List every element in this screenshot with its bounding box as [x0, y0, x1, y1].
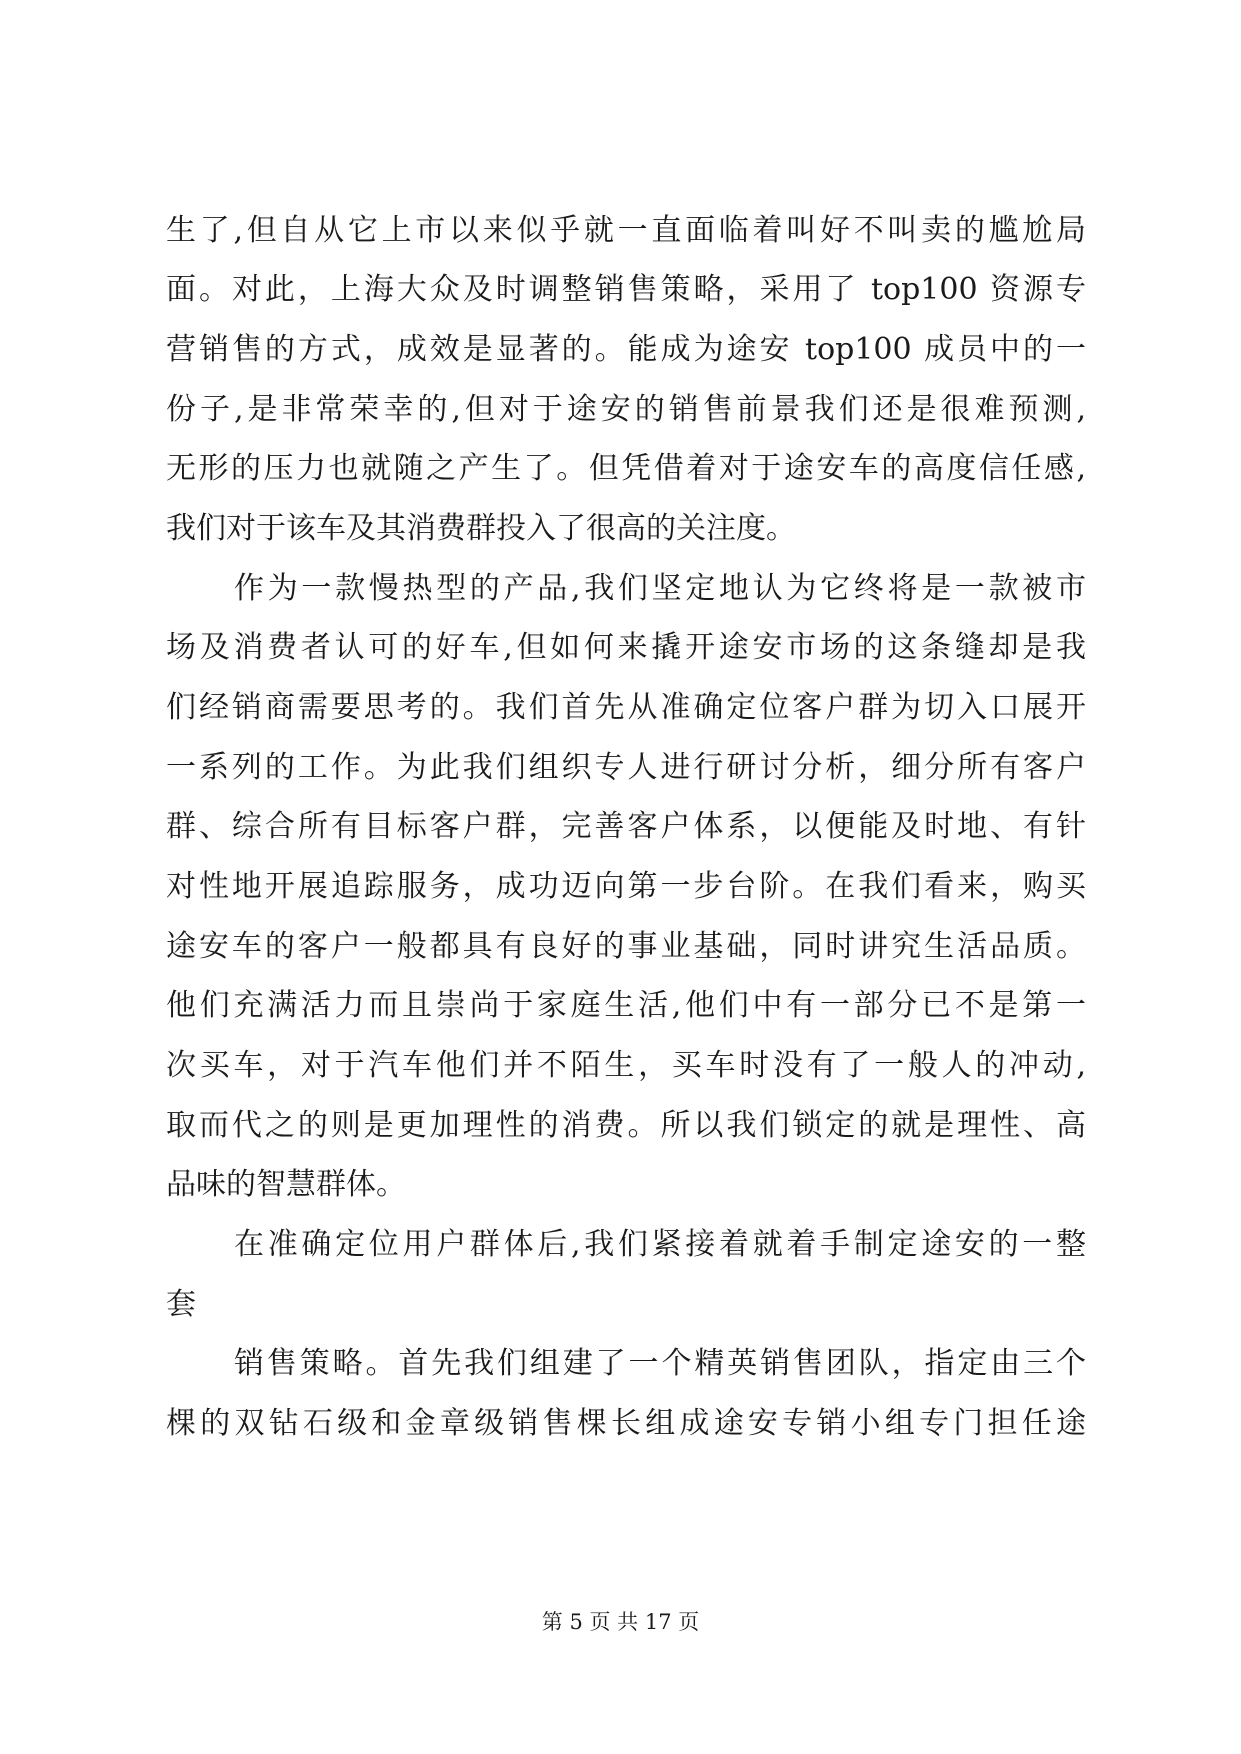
page-number-footer: 第 5 页 共 17 页: [541, 1610, 700, 1634]
text-line-19: 套: [166, 1287, 196, 1322]
text-line-12: 对性地开展追踪服务，成功迈向第一步台阶。在我们看来，购买: [166, 869, 1086, 904]
text-line-2: 面。对此，上海大众及时调整销售策略，采用了 top100 资源专: [166, 272, 1086, 307]
text-line-9: 们经销商需要思考的。我们首先从准确定位客户群为切入口展开: [166, 690, 1086, 725]
text-line-4: 份子,是非常荣幸的,但对于途安的销售前景我们还是很难预测,: [166, 392, 1086, 427]
text-line-16: 取而代之的则是更加理性的消费。所以我们锁定的就是理性、高: [166, 1108, 1086, 1143]
text-line-10: 一系列的工作。为此我们组织专人进行研讨分析，细分所有客户: [166, 750, 1086, 785]
text-line-13: 途安车的客户一般都具有良好的事业基础，同时讲究生活品质。: [166, 929, 1086, 964]
text-line-3: 营销售的方式，成效是显著的。能成为途安 top100 成员中的一: [166, 332, 1086, 367]
text-line-14: 他们充满活力而且崇尚于家庭生活,他们中有一部分已不是第一: [166, 988, 1086, 1023]
text-line-7: 作为一款慢热型的产品,我们坚定地认为它终将是一款被市: [234, 571, 1086, 606]
text-line-8: 场及消费者认可的好车,但如何来撬开途安市场的这条缝却是我: [166, 630, 1086, 665]
text-line-1: 生了,但自从它上市以来似乎就一直面临着叫好不叫卖的尴尬局: [166, 213, 1086, 248]
text-line-18: 在准确定位用户群体后,我们紧接着就着手制定途安的一整: [234, 1227, 1086, 1262]
text-line-11: 群、综合所有目标客户群，完善客户体系，以便能及时地、有针: [166, 809, 1086, 844]
text-line-15: 次买车，对于汽车他们并不陌生，买车时没有了一般人的冲动,: [166, 1048, 1086, 1083]
text-line-21: 棵的双钻石级和金章级销售棵长组成途安专销小组专门担任途: [166, 1406, 1086, 1441]
text-line-17: 品味的智慧群体。: [166, 1167, 406, 1202]
text-line-5: 无形的压力也就随之产生了。但凭借着对于途安车的高度信任感,: [166, 451, 1086, 486]
text-line-20: 销售策略。首先我们组建了一个精英销售团队，指定由三个: [234, 1346, 1086, 1381]
text-line-6: 我们对于该车及其消费群投入了很高的关注度。: [166, 511, 796, 546]
